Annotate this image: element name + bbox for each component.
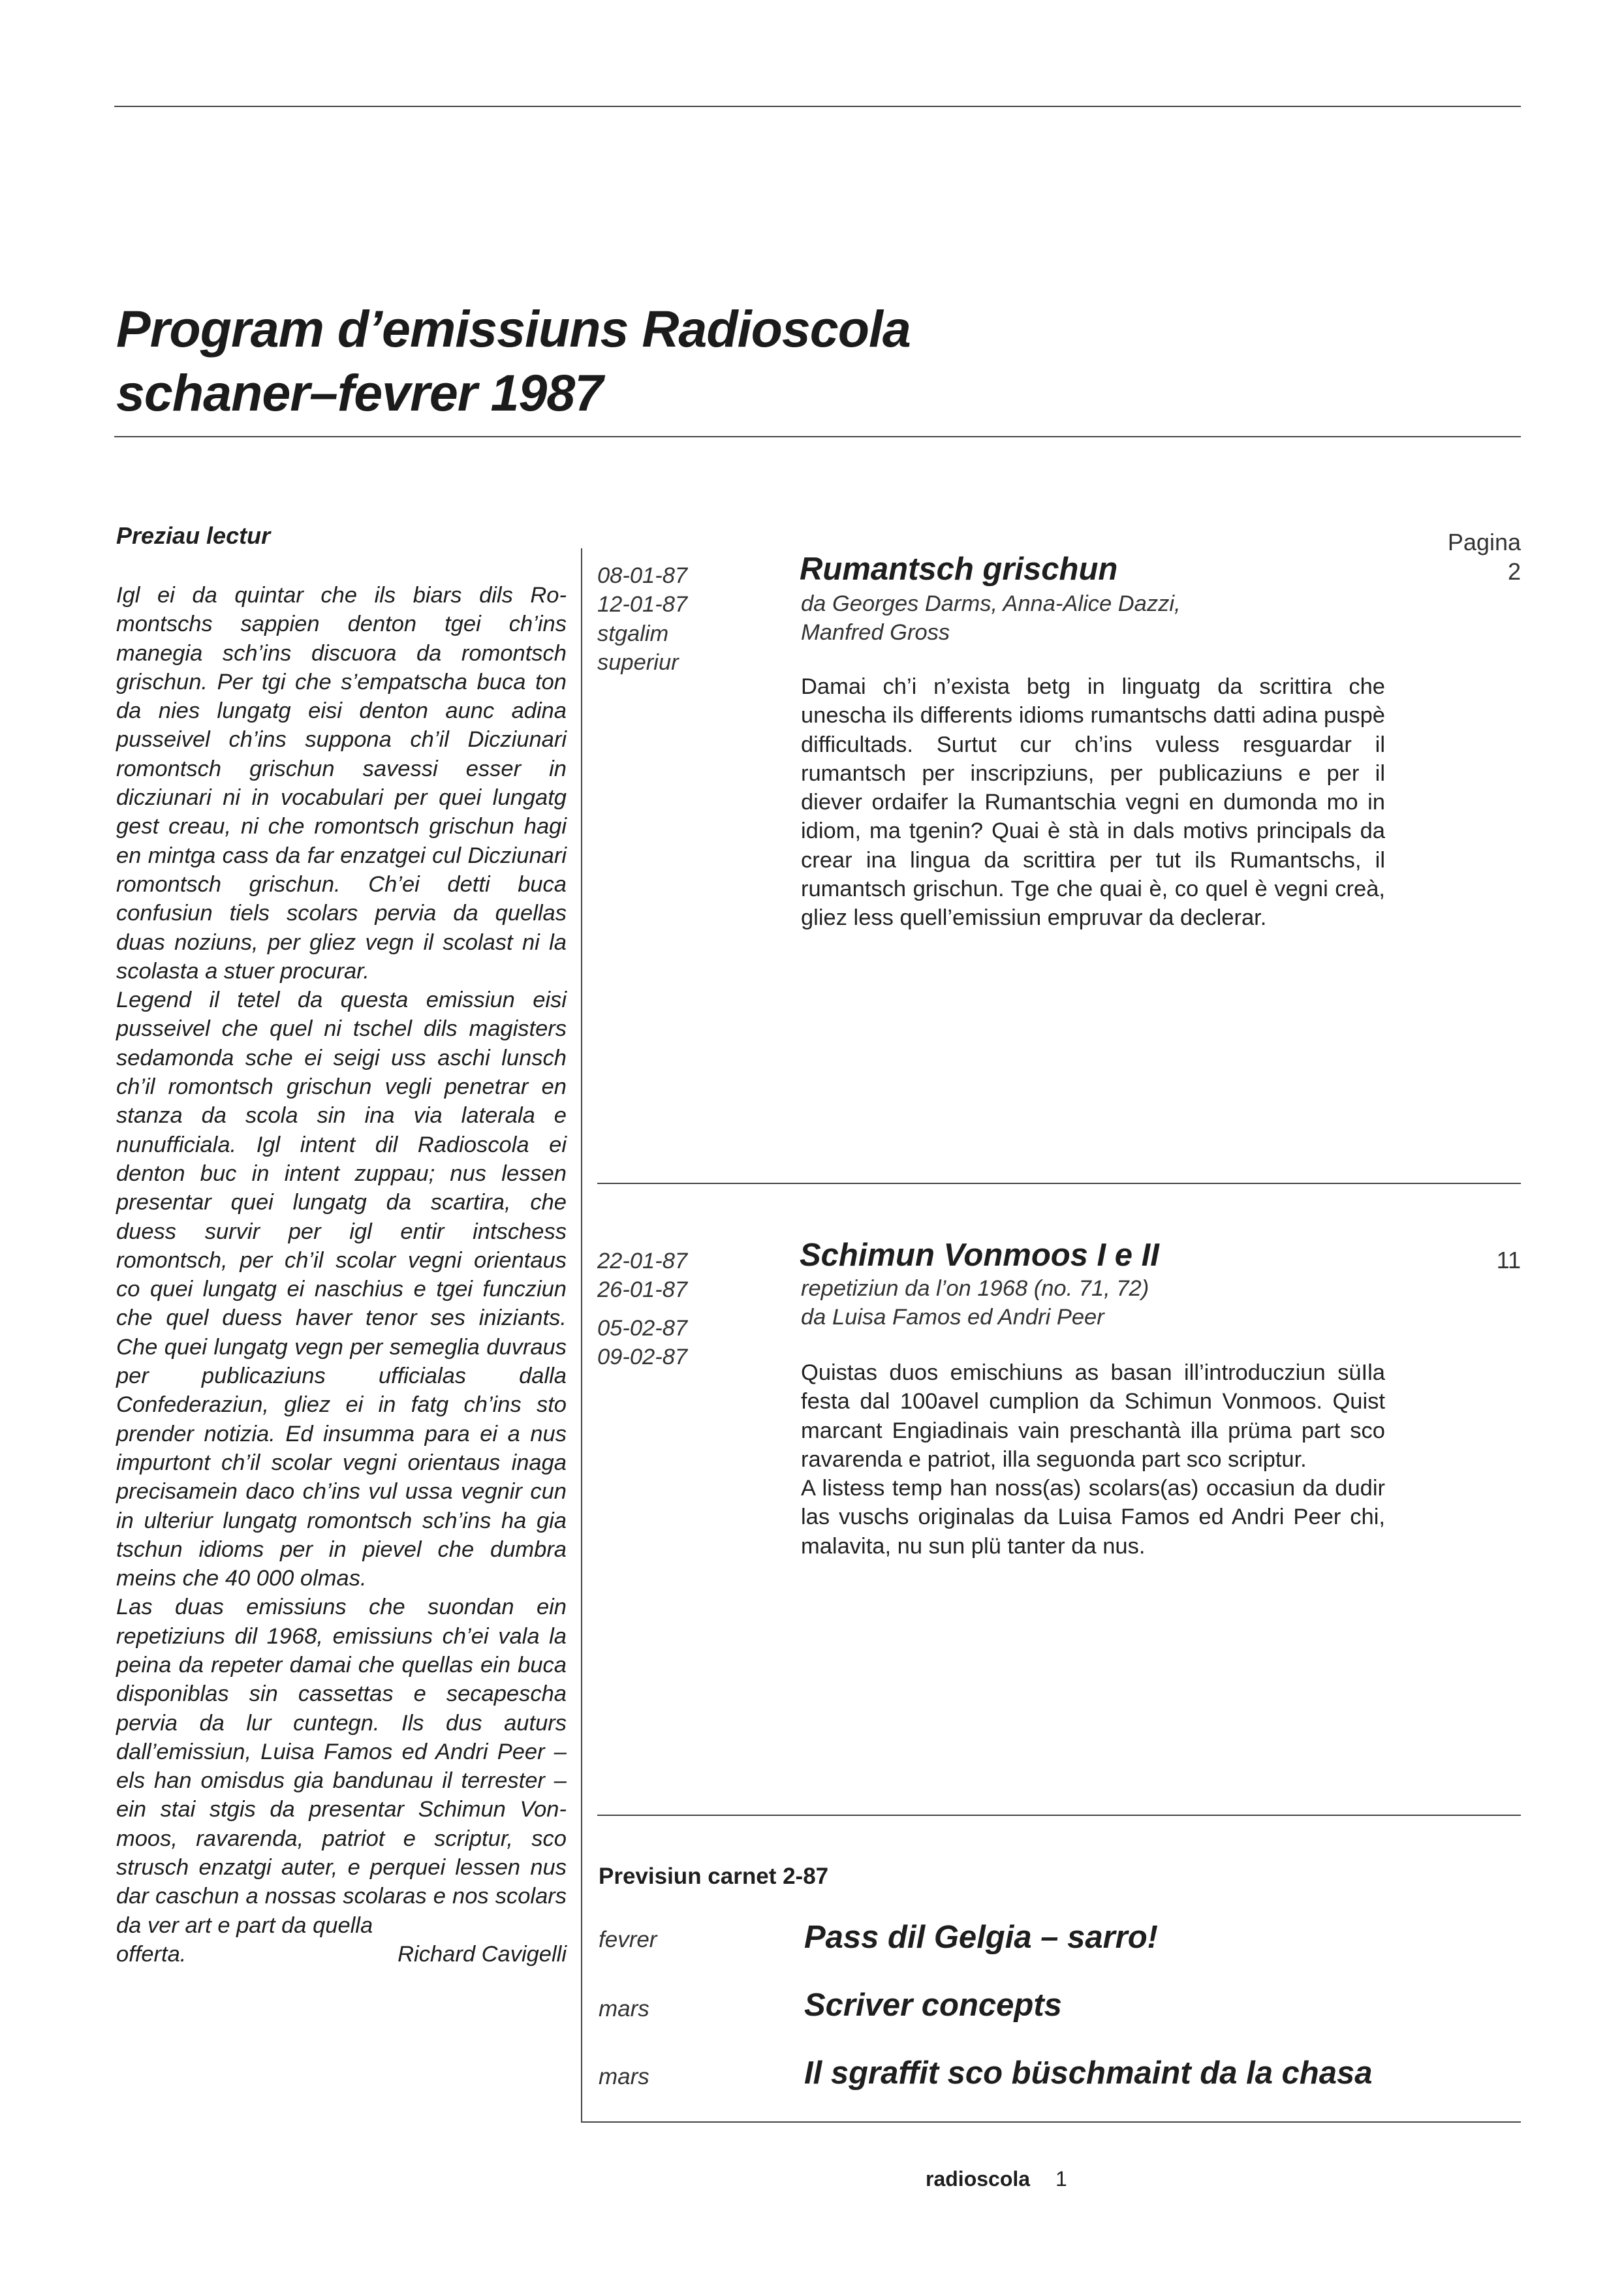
preface-text <box>116 581 567 1969</box>
program-1-description: Damai ch’i n’exista betg in linguatg da scrittira che unescha ils differents idioms rumantschs datti adina puspè difficultads. Surtut cur ch’ins vuless resguardar il rumantsch per inscripziuns, per publicaziuns e per il diever ordaifer la Rumantschia vegni en dumonda mo in idiom, ma tgenin? Quai è stà in dals motivs principals da crear ina lingua da scrittira per tut ils Rumantschs, il rumantsch grischun. Tge che quai è, co quel è vegni creà, gliez less quell’emissiun empruvar da declerar. <box>801 674 1385 931</box>
preface-signoff <box>116 1940 567 1969</box>
program-1-dates <box>597 561 687 677</box>
description-paragraph: A listess temp han noss(as) scolars(as) occasiun da dudir las vuschs originalas da Luisa Famos ed Andri Peer chi, malavita, nu sun plü tanter da nus. <box>801 1476 1385 1559</box>
author-line: da Georges Darms, Anna-Alice Dazzi, <box>801 591 1181 616</box>
author-line: Manfred Gross <box>801 620 950 646</box>
program-date: 05-02-87 <box>597 1315 688 1341</box>
program-date: 26-01-87 <box>597 1277 688 1303</box>
preview-month: mars <box>599 2064 649 2089</box>
preview-heading: Previsiun carnet 2-87 <box>599 1864 829 1889</box>
program-date: 08-01-87 <box>597 563 688 588</box>
preview-title: Il sgraffit sco büschmaint da la chasa <box>804 2055 1373 2091</box>
column-divider <box>581 548 582 2121</box>
program-2-dates <box>597 1247 687 1371</box>
program-2-title: Schimun Vonmoos I e II <box>800 1238 1159 1273</box>
footer <box>926 2167 1067 2191</box>
program-1-authors <box>801 589 1181 648</box>
bottom-rule <box>581 2121 1521 2123</box>
title-line-2: schaner–fevrer 1987 <box>116 364 603 422</box>
preface-heading: Preziau lectur <box>116 522 271 549</box>
program-2-page: 11 <box>1496 1247 1521 1273</box>
top-rule <box>114 106 1521 107</box>
page-title <box>116 297 1291 425</box>
preface-last-word: offerta. <box>116 1941 187 1967</box>
footer-brand: radioscola <box>926 2167 1031 2191</box>
footer-page-number: 1 <box>1055 2167 1067 2191</box>
page-column-label: Pagina <box>1447 529 1521 555</box>
preview-title: Scriver concepts <box>804 1988 1062 2023</box>
program-date: 12-01-87 <box>597 592 688 617</box>
description-paragraph: Quistas duos emischiuns as basan ill’introducziun süIla festa dal 100avel cumplion da Schimun Vonmoos. Quist marcant Engiadinais vain preschantà illa prüma part sco ravarenda e patriot, illa seguonda part sco scriptur. <box>801 1360 1385 1472</box>
preview-month: mars <box>599 1996 649 2022</box>
preview-month: fevrer <box>599 1927 657 1952</box>
title-line-1: Program d’emissiuns Radioscola <box>116 300 911 358</box>
preface-paragraph: Las duas emissiuns che suondan ein repetiziuns dil 1968, emissiuns ch’ei vala la peina da repeter damai che quellas ein buca disponiblas sin cassettas e secapescha pervia da lur cuntegn. Ils dus auturs dall’emissiun, Luisa Famos ed Andri Peer – els han omisdus gia bandunau il terrester – ein stai stgis da presentar Schimun Vonmoos, ravarenda, patriot e scriptur, sco strusch enzatgi auter, e perquei lessen nus dar caschun a nossas scolaras e nos scolars da ver art e part da quella <box>116 1595 567 1938</box>
program-1-page: 2 <box>1507 558 1521 585</box>
preface-author: Richard Cavigelli <box>398 1941 567 1967</box>
program-separator <box>597 1183 1521 1184</box>
preview-separator <box>597 1815 1521 1816</box>
program-date: 22-01-87 <box>597 1249 688 1273</box>
author-line: da Luisa Famos ed Andri Peer <box>801 1305 1104 1330</box>
program-2-description <box>801 1358 1385 1561</box>
title-rule <box>114 436 1521 437</box>
preface-paragraph: Legend il tetel da questa emissiun eisi pusseivel che quel ni tschel dils magisters sedamonda sche ei seigi uss aschi lunsch ch’il romontsch grischun vegli penetrar en stanza da scola sin ina via laterala e nunufficiala. Igl intent dil Radioscola ei denton buc in intent zuppau; nus lessen presentar quei lungatg da scartira, che duess survir per igl entir intschess romontsch, per ch’il scolar vegni orientaus co quei lungatg ei naschius e tgei funcziun che quel duess haver tenor ses iniziants. Che quei lungatg vegn per semeglia duvraus per publicaziuns ufficialas dalla Confederaziun, gliez ei in fatg ch’ins sto prender notizia. Ed insumma para ei a nus impurtont ch’il scolar vegni orientaus inaga precisamein daco ch’ins vul ussa vegnir cun in ulteriur lungatg romontsch sch’ins ha gia tschun idioms per in pievel che dumbra meins che 40 000 olmas. <box>116 988 567 1591</box>
preface-paragraph: Igl ei da quintar che ils biars dils Romontschs sappien denton tgei ch’ins manegia sch’ins discuora da romontsch grischun. Per tgi che s’empatscha buca ton da nies lungatg eisi denton aunc adina pusseivel ch’ins suppona ch’il Dicziunari romontsch grischun savessi esser in dicziunari ni in vocabulari per quei lungatg gest creau, ni che romontsch grischun hagi en mintga cass da far enzatgei cul Dicziunari romontsch grischun. Ch’ei detti buca confusiun tiels scolars pervia da quellas duas noziuns, per gliez vegn il scolast ni la scolasta a stuer procurar. <box>116 583 567 984</box>
program-1-title: Rumantsch grischun <box>800 552 1118 587</box>
program-level: stgalim <box>597 621 669 646</box>
program-2-authors <box>801 1274 1149 1332</box>
program-date-gap <box>597 1305 687 1314</box>
program-level: superiur <box>597 649 679 675</box>
author-line: repetiziun da l’on 1968 (no. 71, 72) <box>801 1276 1149 1301</box>
preview-title: Pass dil Gelgia – sarro! <box>804 1920 1158 1955</box>
program-date: 09-02-87 <box>597 1344 688 1369</box>
